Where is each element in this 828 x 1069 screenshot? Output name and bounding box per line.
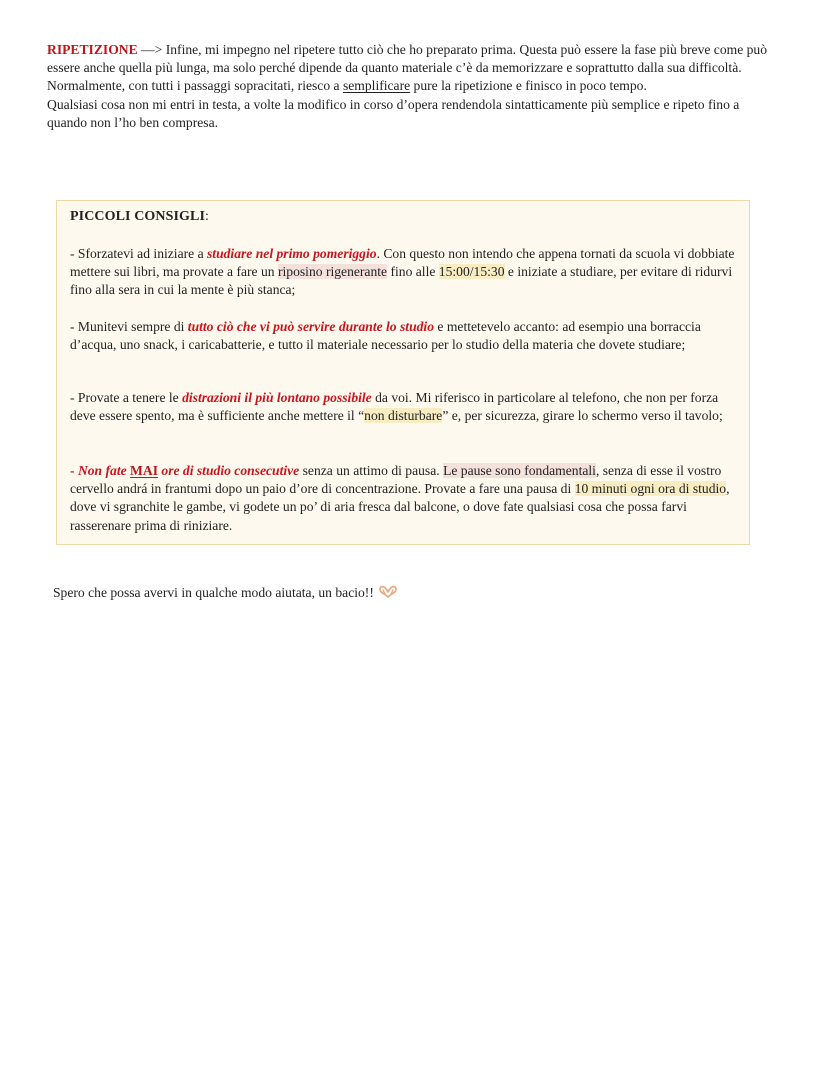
tip3-text-b: da voi. Mi riferisco in particolare al telefono, che non per forza deve essere spento, ma è sufficiente anche mettere il “ [70, 390, 719, 424]
intro-line-2: Qualsiasi cosa non mi entri in testa, a volte la modifico in corso d’opera rendendola sintatticamente più semplice e ripeto fino a quando non l’ho ben compresa. [47, 96, 740, 130]
closing-line [53, 584, 398, 604]
tip4-highlight-2: 10 minuti ogni ora di studio [574, 481, 727, 497]
tip-item [70, 389, 738, 425]
arrow-text: —> [137, 42, 166, 57]
tip-item [70, 318, 738, 354]
tip2-text-a: - Munitevi sempre di [70, 319, 188, 334]
tip1-highlight-2: 15:00/15:30 [438, 264, 505, 280]
intro-text-2: pure la ripetizione e finisco in poco tempo. [410, 78, 647, 94]
underlined-word: semplificare [342, 78, 411, 94]
tip3-highlight: non disturbare [364, 408, 443, 424]
closing-text: Spero che possa avervi in qualche modo aiutata, un bacio!! [53, 585, 374, 600]
tip1-text-d: e iniziate a studiare, per evitare di ridurvi fino alla sera in cui la mente è più stanca; [70, 264, 733, 298]
tip4-text-a: senza un attimo di pausa. [299, 463, 444, 478]
tip1-emphasis: studiare nel primo pomeriggio [207, 246, 377, 261]
tip-item [70, 245, 738, 300]
tip2-emphasis: tutto ciò che vi può servire durante lo studio [187, 319, 435, 334]
tips-box [56, 200, 750, 545]
tip4-dash: - [70, 463, 78, 478]
repetition-heading: RIPETIZIONE [47, 42, 138, 57]
tip1-text-a: - Sforzatevi ad iniziare a [70, 246, 207, 261]
heart-hands-icon [378, 585, 398, 604]
tip-item [70, 462, 738, 535]
intro-text-1: Infine, mi impegno nel ripetere tutto ciò che ho preparato prima. Questa può essere la fase più breve come può essere anche quella più lunga, ma solo perché dipende da quanto materiale c’è da memorizzare e soprattutto dalla sua difficoltà. Normalmente, con tutti i passaggi sopracitati, riesco a [47, 42, 768, 94]
tip2-text-b: e mettetevelo accanto: ad esempio una borraccia d’acqua, uno snack, i caricabatterie, e tutto il materiale necessario per lo studio della materia che dovete studiare; [70, 319, 701, 353]
tip4-highlight-1: Le pause sono fondamentali [443, 463, 596, 478]
tips-title [70, 209, 209, 225]
tip4-text-b: , senza di esse il vostro cervello andrá in frantumi dopo un paio d’ore di concentrazione. Provate a fare una pausa di [70, 463, 722, 497]
tip3-emphasis: distrazioni il più lontano possibile [182, 390, 372, 405]
tip4-emphasis-1: Non fate [77, 463, 131, 478]
tip1-text-c: fino alle [387, 264, 439, 280]
tip3-text-c: ” e, per sicurezza, girare lo schermo verso il tavolo; [442, 408, 723, 424]
tips-title-colon: : [205, 209, 210, 224]
tip4-text-c: , dove vi sgranchite le gambe, vi godete un po’ di aria fresca dal balcone, o dove fate qualsiasi cosa che possa farvi rasserenare prima di riniziare. [70, 481, 730, 533]
tip1-highlight-1: riposino rigenerante [277, 264, 388, 280]
tip1-text-b: . Con questo non intendo che appena tornati da scuola vi dobbiate mettere sui libri, ma provate a fare un [70, 246, 735, 280]
tip4-emphasis-2: ore di studio consecutive [158, 463, 300, 478]
tip3-text-a: - Provate a tenere le [70, 390, 183, 405]
tips-title-text: PICCOLI CONSIGLI [70, 209, 206, 224]
repetition-paragraph [47, 41, 777, 132]
tip4-emphasis-underlined: MAI [130, 463, 158, 478]
